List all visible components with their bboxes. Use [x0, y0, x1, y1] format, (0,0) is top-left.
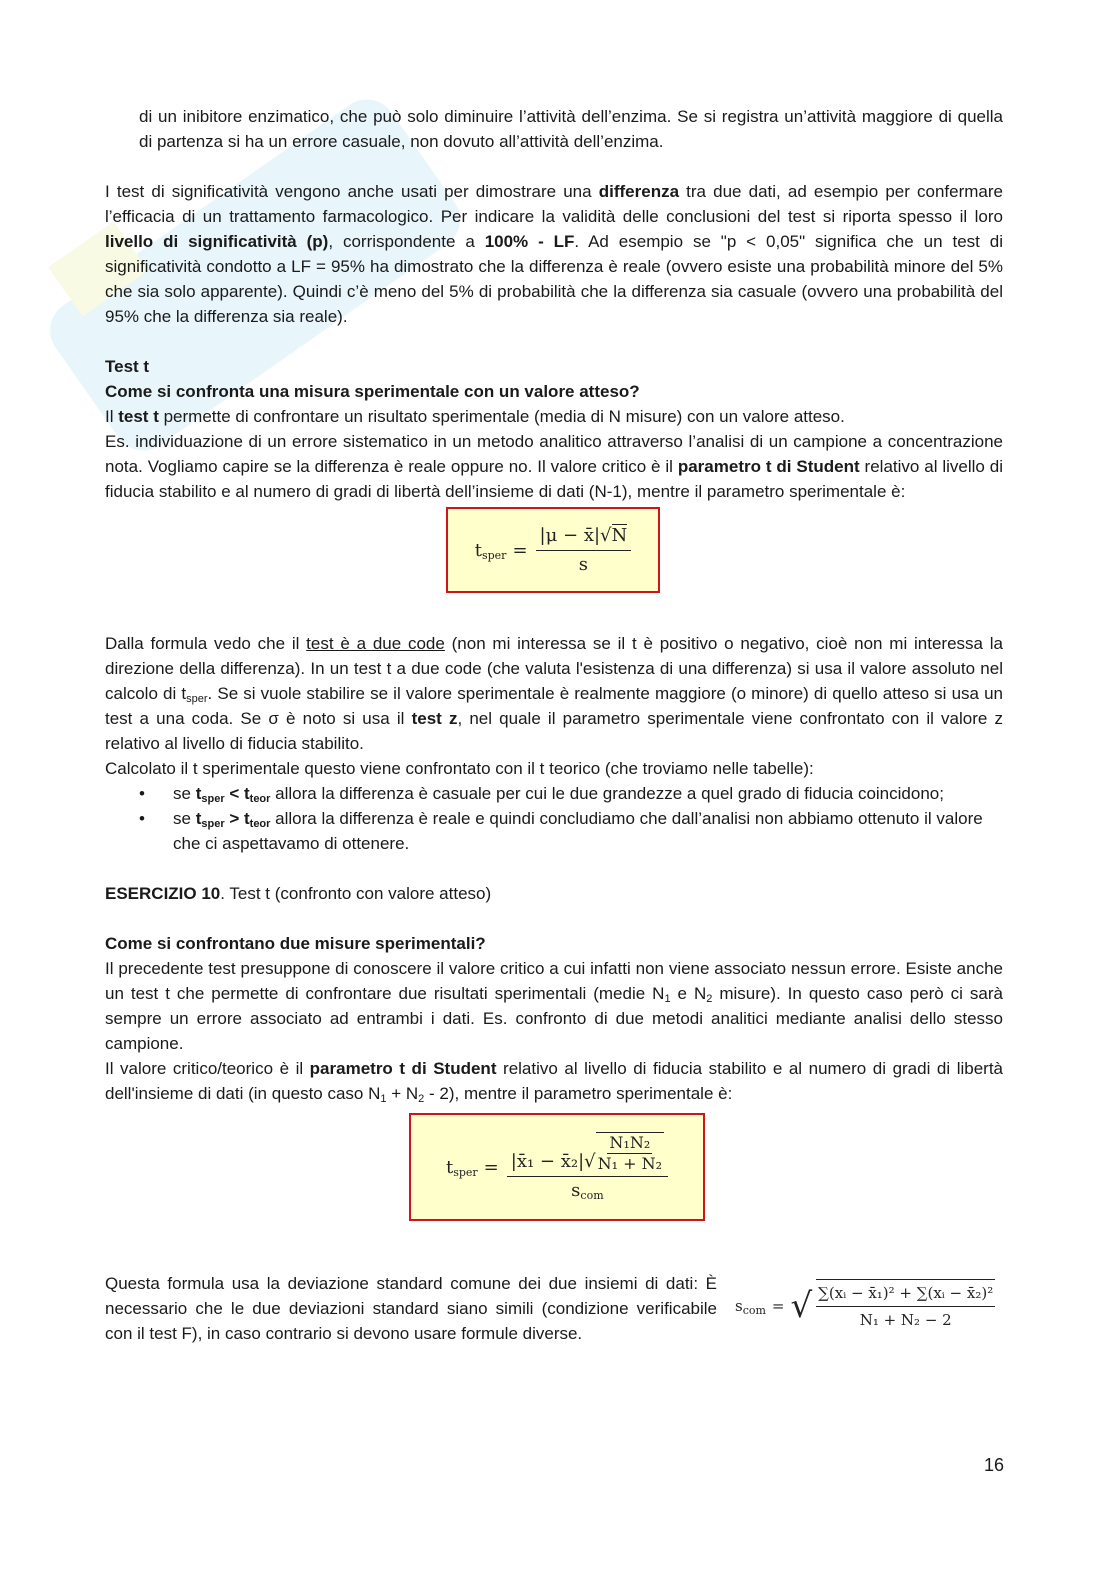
test-t-intro: Il test t permette di confrontare un risultato sperimentale (media di N misure) con un valore atteso.	[105, 407, 845, 426]
page-number: 16	[983, 1455, 1004, 1475]
page-content	[105, 104, 1003, 1346]
exercise-line: ESERCIZIO 10. Test t (confronto con valore atteso)	[105, 884, 492, 903]
formula-t-sper-two-samples: $t_{sper}$ = |x̄₁ − x̄₂| √ N₁N₂ N₁ + N₂ $s_{com}$	[409, 1113, 705, 1221]
significance-paragraph: I test di significatività vengono anche usati per dimostrare una differenza tra due dati, ad esempio per confermare l’efficacia di un trattamento farmacologico. Per indicare la validità delle conclusioni del test si riporta spesso il loro livello di significatività (p), corrispondente a 100% - LF. Ad esempio se "p < 0,05" significa che un test di significatività condotto a LF = 95% ha dimostrato che la differenza è reale (ovvero esiste una probabilità minore del 5% che sia solo apparente). Quindi c’è meno del 5% di probabilità che la differenza sia casuale (ovvero una probabilità del 95% che la differenza sia reale).	[105, 182, 1004, 326]
question-heading: Come si confronta una misura sperimentale con un valore atteso?	[105, 382, 640, 401]
list-item: • se $t_{sper} < t_{teor}$ allora la differenza è casuale per cui le due grandezze a quel grado di fiducia coincidono;	[105, 781, 1003, 806]
common-std-paragraph: Questa formula usa la deviazione standard comune dei due insiemi di dati: È necessario che le due deviazioni standard siano simili (condizione verificabile con il test F), in caso contrario si devono usare formule diverse.	[105, 1274, 717, 1343]
list-item: • se $t_{sper} > t_{teor}$ allora la differenza è reale e quindi concludiamo che dall’analisi non abbiamo ottenuto il valore che ci aspettavamo di ottenere.	[105, 806, 1003, 856]
two-tailed-paragraph: Dalla formula vedo che il test è a due code (non mi interessa se il t è positivo o negativo, cioè non mi interessa la direzione della differenza). In un test t a due code (che valuta l'esistenza di una differenza) si usa il valore assoluto nel calcolo di $t_{sper}$. Se si vuole stabilire se il valore sperimentale è realmente maggiore (o minore) di quello atteso si usa un test a una coda. Se σ è noto si usa il test z, nel quale il parametro sperimentale viene confrontato con il valore z relativo al livello di fiducia stabilito.	[105, 634, 1003, 753]
critical-value-paragraph: Il valore critico/teorico è il parametro t di Student relativo al livello di fiducia stabilito e al numero di gradi di libertà dell'insieme di dati (in questo caso $N_1 + N_2 - 2$), mentre il parametro sperimentale è:	[105, 1059, 1003, 1105]
common-std-section	[105, 1271, 1003, 1346]
comparison-intro: Calcolato il t sperimentale questo viene confrontato con il t teorico (che troviamo nelle tabelle):	[105, 759, 814, 778]
formula-s-com: $s_{com}$ = √ ∑(xᵢ − x̄₁)² + ∑(xᵢ − x̄₂)² N₁ + N₂ − 2	[735, 1271, 1015, 1341]
section-heading-test-t: Test t	[105, 357, 150, 376]
question-heading-two: Come si confrontano due misure sperimentali?	[105, 934, 486, 953]
top-paragraph: di un inibitore enzimatico, che può solo diminuire l’attività dell’enzima. Se si registra un’attività maggiore di quella di partenza si ha un errore casuale, non dovuto all’attività dell’enzima.	[139, 107, 1003, 151]
test-t-example: Es. individuazione di un errore sistematico in un metodo analitico attraverso l’analisi di un campione a concentrazione nota. Vogliamo capire se la differenza è reale oppure no. Il valore critico è il parametro t di Student relativo al livello di fiducia stabilito e al numero di gradi di libertà dell’insieme di dati (N-1), mentre il parametro sperimentale è:	[105, 432, 1003, 501]
comparison-list	[105, 781, 1003, 856]
two-measures-paragraph: Il precedente test presuppone di conoscere il valore critico a cui infatti non viene associato nessun errore. Esiste anche un test t che permette di confrontare due risultati sperimentali (medie $N_1$ e $N_2$ misure). In questo caso però ci sarà sempre un errore associato ad entrambi i dati. Es. confronto di due metodi analitici mediante analisi dello stesso campione.	[105, 959, 1003, 1053]
formula-t-sper: $t_{sper}$ = $\frac{|\mu - x̄|√N}{s}$	[446, 507, 660, 593]
